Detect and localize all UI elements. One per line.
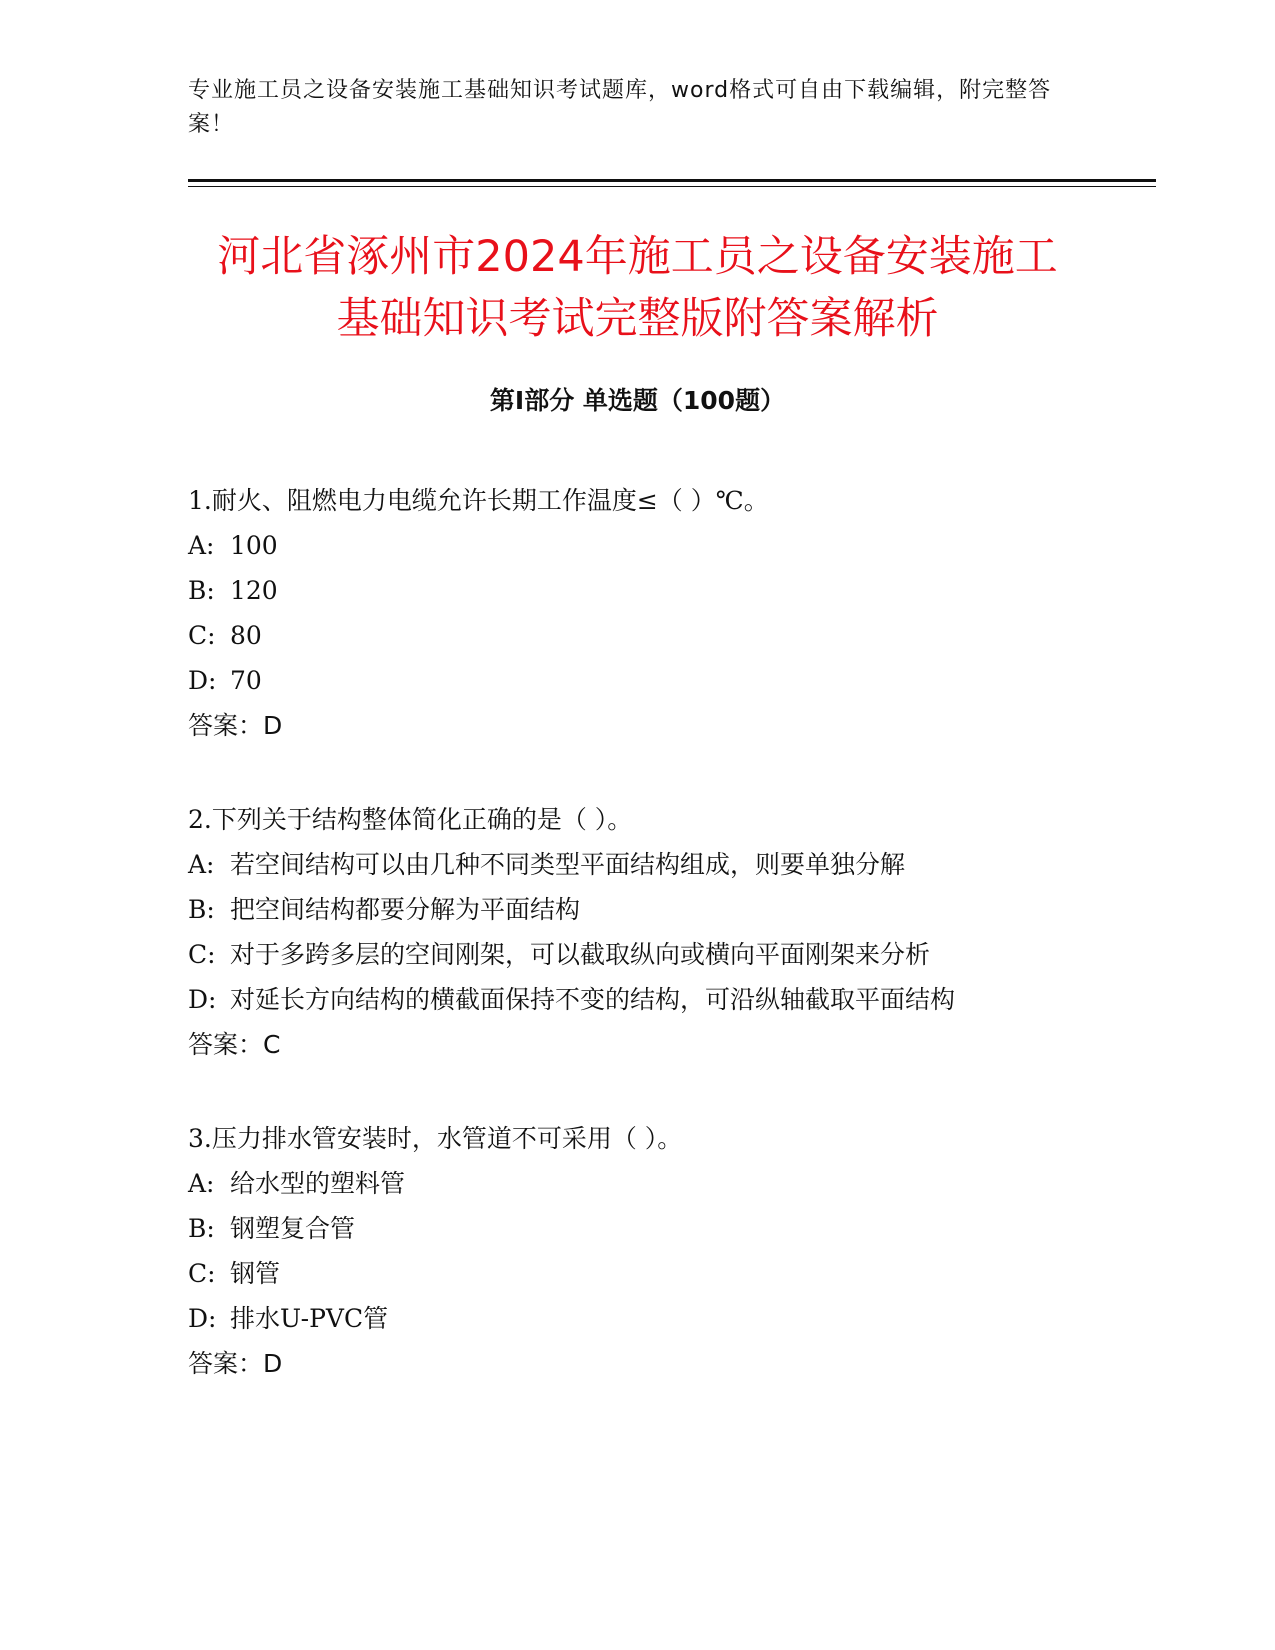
option-label: D: (188, 666, 217, 695)
question-block (188, 1116, 1088, 1386)
option-c (188, 1251, 1088, 1296)
option-text: 对于多跨多层的空间刚架，可以截取纵向或横向平面刚架来分析 (230, 940, 931, 969)
answer-text: 答案：C (188, 1030, 281, 1059)
option-c (188, 613, 1088, 658)
option-label: B: (188, 895, 215, 924)
option-label: A: (188, 850, 215, 879)
option-text: 120 (230, 576, 278, 605)
document-title-line-2: 基础知识考试完整版附答案解析 (336, 294, 939, 344)
option-a (188, 523, 1088, 568)
option-label: A: (188, 1169, 215, 1198)
option-label: D: (188, 985, 217, 1014)
header-note: 专业施工员之设备安装施工基础知识考试题库，word格式可自由下载编辑，附完整答案！ (188, 78, 1052, 137)
option-text: 钢塑复合管 (230, 1214, 356, 1243)
option-text: 若空间结构可以由几种不同类型平面结构组成，则要单独分解 (230, 850, 906, 879)
question-block (188, 797, 1088, 1067)
document-title (120, 226, 1155, 350)
option-a (188, 842, 1088, 887)
answer-text: 答案：D (188, 711, 283, 740)
option-text: 对延长方向结构的横截面保持不变的结构，可沿纵轴截取平面结构 (230, 985, 956, 1014)
option-label: B: (188, 576, 215, 605)
option-label: C: (188, 1259, 216, 1288)
question-text: 2.下列关于结构整体简化正确的是（ ）。 (188, 805, 633, 834)
option-text: 70 (230, 666, 262, 695)
question-text: 1.耐火、阻燃电力电缆允许长期工作温度≤（ ）℃。 (188, 486, 769, 515)
option-c (188, 932, 1088, 977)
option-a (188, 1161, 1088, 1206)
option-label: C: (188, 621, 216, 650)
option-label: A: (188, 531, 215, 560)
option-label: C: (188, 940, 216, 969)
header-divider-thin (188, 186, 1156, 187)
document-title-line-1: 河北省涿州市2024年施工员之设备安装施工 (217, 232, 1058, 282)
option-text: 钢管 (230, 1259, 281, 1288)
header-divider-thick (188, 179, 1156, 182)
section-title: 第Ⅰ部分 单选题（100题） (489, 386, 786, 415)
option-text: 排水U-PVC管 (230, 1304, 389, 1333)
option-d (188, 1296, 1088, 1341)
option-label: D: (188, 1304, 217, 1333)
option-b (188, 1206, 1088, 1251)
question-block (188, 478, 1088, 748)
option-d (188, 658, 1088, 703)
option-d (188, 977, 1088, 1022)
option-b (188, 568, 1088, 613)
option-text: 给水型的塑料管 (230, 1169, 406, 1198)
question-text: 3.压力排水管安装时，水管道不可采用（ ）。 (188, 1124, 683, 1153)
option-text: 把空间结构都要分解为平面结构 (230, 895, 581, 924)
option-text: 80 (230, 621, 262, 650)
answer-text: 答案：D (188, 1349, 283, 1378)
option-text: 100 (230, 531, 278, 560)
option-label: B: (188, 1214, 215, 1243)
option-b (188, 887, 1088, 932)
